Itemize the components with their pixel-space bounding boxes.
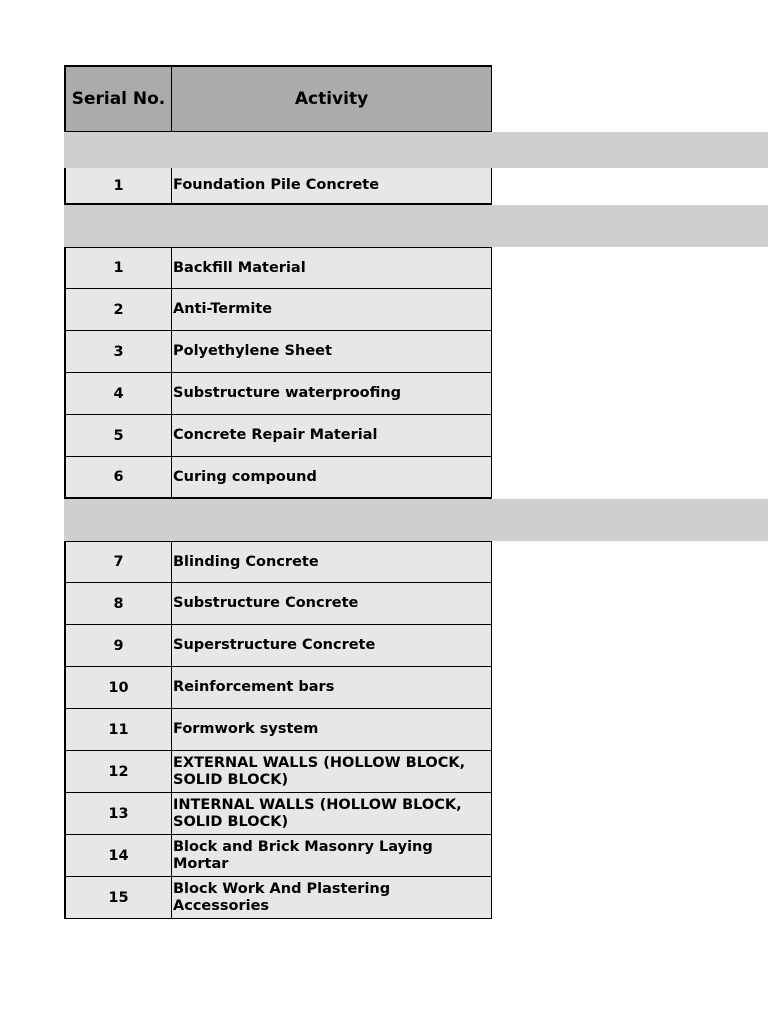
serial-cell[interactable]: 15 (64, 877, 172, 919)
serial-cell[interactable]: 9 (64, 625, 172, 667)
table-row (64, 289, 768, 331)
serial-cell[interactable]: 3 (64, 331, 172, 373)
section-band (64, 205, 768, 247)
activity-cell[interactable] (172, 415, 492, 457)
empty-cell (492, 457, 768, 499)
serial-cell[interactable]: 13 (64, 793, 172, 835)
activity-cell[interactable] (172, 373, 492, 415)
table-row (64, 168, 768, 205)
activity-text: Concrete Repair Material (173, 427, 378, 443)
section-band (64, 132, 768, 168)
serial-cell[interactable]: 7 (64, 541, 172, 583)
activity-cell[interactable] (172, 667, 492, 709)
activity-cell[interactable] (172, 583, 492, 625)
table-row (64, 541, 768, 583)
table-row (64, 751, 768, 793)
empty-cell (492, 709, 768, 751)
activity-cell[interactable] (172, 247, 492, 289)
table-row (64, 793, 768, 835)
empty-cell (492, 65, 768, 132)
activity-cell[interactable] (172, 751, 492, 793)
empty-cell (492, 835, 768, 877)
table-row (64, 247, 768, 289)
serial-cell[interactable]: 8 (64, 583, 172, 625)
empty-cell (492, 415, 768, 457)
activity-text: Curing compound (173, 468, 317, 485)
serial-cell[interactable]: 2 (64, 289, 172, 331)
table-row (64, 709, 768, 751)
serial-cell[interactable]: 5 (64, 415, 172, 457)
activity-text: Blinding Concrete (173, 553, 319, 570)
table-header-row (64, 65, 768, 132)
serial-cell[interactable]: 11 (64, 709, 172, 751)
activity-text: Reinforcement bars (173, 679, 335, 695)
table-row (64, 415, 768, 457)
table-row (64, 373, 768, 415)
serial-cell[interactable]: 4 (64, 373, 172, 415)
activity-table (64, 65, 768, 919)
serial-cell[interactable]: 14 (64, 835, 172, 877)
serial-cell[interactable]: 10 (64, 667, 172, 709)
empty-cell (492, 751, 768, 793)
empty-cell (492, 168, 768, 205)
empty-cell (492, 793, 768, 835)
activity-text: Block Work And Plastering Accessories (173, 880, 391, 914)
header-serial-no[interactable]: Serial No. (64, 65, 172, 132)
empty-cell (492, 289, 768, 331)
activity-cell[interactable] (172, 331, 492, 373)
serial-cell[interactable]: 1 (64, 247, 172, 289)
activity-cell[interactable] (172, 541, 492, 583)
table-row (64, 877, 768, 919)
serial-cell[interactable]: 12 (64, 751, 172, 793)
empty-cell (492, 331, 768, 373)
section-band (64, 499, 768, 541)
empty-cell (492, 667, 768, 709)
serial-cell[interactable]: 6 (64, 457, 172, 499)
activity-text: Block and Brick Masonry Laying Mortar (173, 838, 433, 872)
activity-cell[interactable] (172, 793, 492, 835)
table-row (64, 331, 768, 373)
activity-text: Substructure Concrete (173, 595, 359, 611)
activity-text: Formwork system (173, 721, 319, 737)
activity-text: Foundation Pile Concrete (173, 177, 380, 193)
empty-cell (492, 247, 768, 289)
activity-cell[interactable] (172, 457, 492, 499)
activity-text: Superstructure Concrete (173, 637, 376, 653)
activity-cell[interactable] (172, 168, 492, 205)
empty-cell (492, 373, 768, 415)
header-activity[interactable]: Activity (172, 65, 492, 132)
activity-text: Anti-Termite (173, 301, 273, 317)
activity-cell[interactable] (172, 877, 492, 919)
activity-text: INTERNAL WALLS (HOLLOW BLOCK, SOLID BLOCK) (173, 796, 462, 830)
activity-text: Polyethylene Sheet (173, 343, 332, 359)
empty-cell (492, 625, 768, 667)
activity-cell[interactable] (172, 835, 492, 877)
activity-cell[interactable] (172, 289, 492, 331)
table-row (64, 667, 768, 709)
empty-cell (492, 541, 768, 583)
table-row (64, 625, 768, 667)
activity-cell[interactable] (172, 709, 492, 751)
activity-cell[interactable] (172, 625, 492, 667)
serial-cell[interactable]: 1 (64, 168, 172, 205)
table-row (64, 583, 768, 625)
table-row (64, 457, 768, 499)
table-row (64, 835, 768, 877)
activity-text: Backfill Material (173, 259, 306, 276)
empty-cell (492, 583, 768, 625)
activity-text: EXTERNAL WALLS (HOLLOW BLOCK, SOLID BLOCK) (173, 754, 466, 788)
activity-text: Substructure waterproofing (173, 385, 402, 401)
empty-cell (492, 877, 768, 919)
